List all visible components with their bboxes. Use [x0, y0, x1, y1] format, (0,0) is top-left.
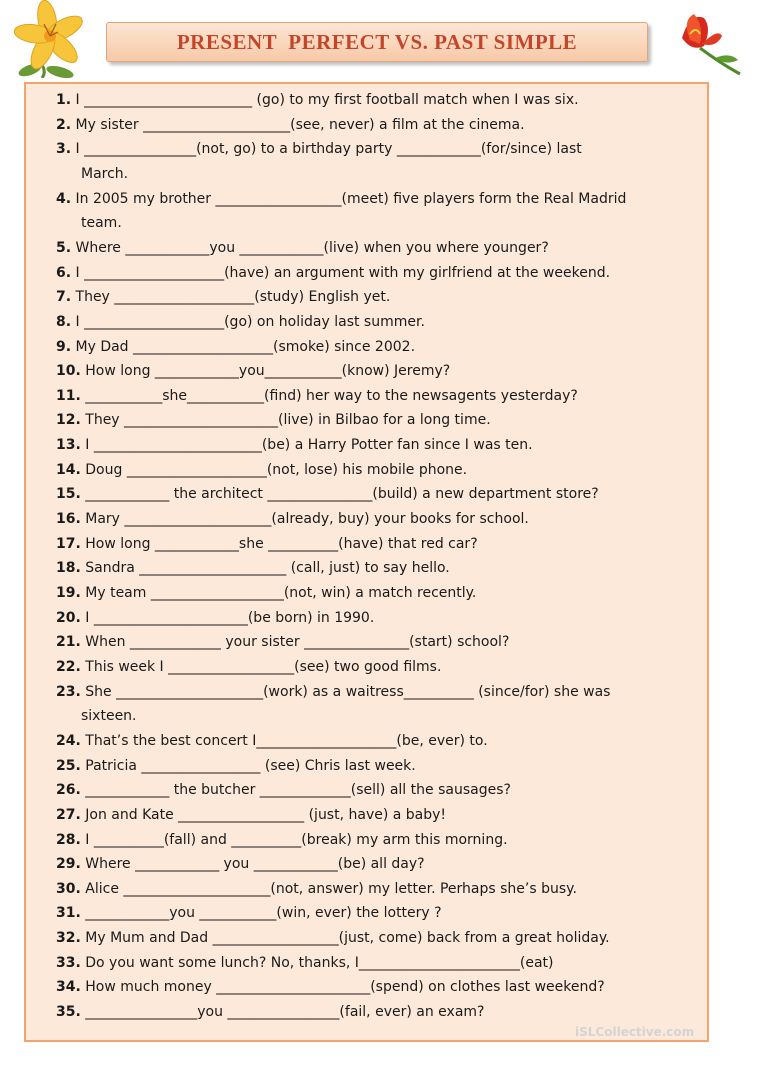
- exercise-number: 28.: [56, 831, 81, 848]
- exercise-number: 20.: [56, 609, 81, 626]
- watermark: iSLCollective.com: [575, 1025, 695, 1039]
- exercise-item: [56, 1003, 484, 1021]
- exercise-number: 6.: [56, 264, 72, 281]
- exercise-text-continued: March.: [81, 165, 129, 182]
- exercise-text: My team ___________________(not, win) a match recently.: [80, 585, 477, 601]
- exercise-item: [56, 559, 450, 577]
- exercise-item: [56, 904, 442, 922]
- exercise-item: [56, 658, 441, 676]
- exercise-item: [56, 732, 488, 750]
- exercise-item: [56, 313, 425, 331]
- exercise-text: Sandra _____________________ (call, just) to say hello.: [80, 560, 450, 577]
- exercise-item: [56, 806, 446, 824]
- exercise-item: [56, 91, 579, 109]
- exercise-text: They ____________________(study) English yet.: [71, 289, 391, 306]
- exercise-item: [56, 535, 478, 553]
- exercise-text: How long ____________she __________(have) that red car?: [80, 535, 478, 552]
- exercise-item: [56, 288, 390, 306]
- exercise-number: 24.: [56, 732, 81, 749]
- exercise-text: How long ____________you___________(know) Jeremy?: [80, 363, 451, 380]
- exercise-item: [56, 461, 467, 479]
- page-title: PRESENT PERFECT VS. PAST SIMPLE: [176, 29, 578, 54]
- exercise-item: [56, 633, 509, 651]
- exercise-number: 29.: [56, 856, 81, 873]
- exercise-number: 34.: [56, 979, 81, 996]
- exercise-text-continued: team.: [81, 215, 122, 232]
- exercise-text: In 2005 my brother __________________(meet) five players form the Real Madrid: [71, 190, 627, 207]
- exercise-text: My Dad ____________________(smoke) since 2002.: [71, 338, 416, 355]
- exercise-text: I ________________(not, go) to a birthday party ____________(for/since) last: [71, 141, 582, 158]
- exercise-text-continued: sixteen.: [81, 708, 137, 725]
- exercise-text: Alice _____________________(not, answer) my letter. Perhaps she’s busy.: [80, 880, 577, 897]
- exercise-text: This week I __________________(see) two good films.: [80, 658, 442, 675]
- exercise-number: 17.: [56, 535, 81, 552]
- title-banner: [106, 22, 648, 62]
- exercise-text: I ________________________(be) a Harry Potter fan since I was ten.: [80, 437, 533, 454]
- exercise-text: ____________you ___________(win, ever) the lottery ?: [80, 905, 442, 922]
- exercise-item: [56, 239, 549, 257]
- exercise-text: That’s the best concert I____________________(be, ever) to.: [80, 732, 488, 749]
- exercise-item: [56, 411, 491, 429]
- exercise-item: [56, 683, 610, 701]
- exercise-text: ____________ the architect _______________(build) a new department store?: [80, 486, 599, 503]
- exercise-text: ____________ the butcher _____________(sell) all the sausages?: [80, 782, 511, 799]
- tulip-flower-icon: [660, 8, 746, 78]
- exercise-text: I ____________________(have) an argument with my girlfriend at the weekend.: [71, 264, 611, 281]
- exercise-item: [56, 978, 605, 996]
- exercise-number: 19.: [56, 585, 81, 601]
- exercise-number: 9.: [56, 338, 72, 355]
- exercise-number: 5.: [56, 239, 72, 256]
- exercise-text: ___________she___________(find) her way to the newsagents yesterday?: [80, 387, 578, 404]
- exercise-item: [56, 510, 529, 528]
- exercise-text: My Mum and Dad __________________(just, come) back from a great holiday.: [80, 930, 610, 947]
- exercise-number: 1.: [56, 92, 72, 108]
- exercise-item: [56, 264, 610, 282]
- exercise-number: 27.: [56, 806, 81, 823]
- exercise-text: I ______________________(be born) in 1990.: [80, 609, 375, 626]
- exercise-text: My sister _____________________(see, never) a film at the cinema.: [71, 116, 525, 133]
- exercise-item: [56, 190, 626, 208]
- exercise-text: Patricia _________________ (see) Chris last week.: [80, 757, 416, 774]
- exercise-number: 30.: [56, 880, 81, 897]
- exercise-number: 15.: [56, 486, 81, 503]
- exercise-number: 12.: [56, 412, 81, 429]
- exercise-number: 32.: [56, 930, 81, 947]
- exercise-item: [56, 757, 416, 775]
- exercise-number: 7.: [56, 289, 72, 306]
- exercise-item: [56, 781, 511, 799]
- exercise-number: 26.: [56, 782, 81, 799]
- exercise-text: Where ____________you ____________(live) when you where younger?: [71, 239, 549, 256]
- exercise-item: [56, 116, 525, 134]
- exercise-text: Mary _____________________(already, buy) your books for school.: [80, 511, 529, 528]
- exercise-item: [56, 855, 425, 873]
- exercise-number: 13.: [56, 437, 81, 454]
- exercise-text: Do you want some lunch? No, thanks, I_______________________(eat): [80, 954, 554, 971]
- exercise-text: How much money ______________________(spend) on clothes last weekend?: [80, 979, 605, 996]
- exercise-item: [56, 387, 578, 405]
- exercise-text: They ______________________(live) in Bilbao for a long time.: [80, 412, 491, 429]
- exercise-number: 22.: [56, 658, 81, 675]
- exercise-item: [56, 436, 533, 454]
- exercise-number: 18.: [56, 560, 81, 577]
- exercise-number: 31.: [56, 905, 81, 922]
- exercise-number: 14.: [56, 461, 81, 478]
- exercise-item: [56, 954, 554, 972]
- exercise-number: 25.: [56, 757, 81, 774]
- exercise-item: [56, 338, 415, 356]
- exercise-number: 23.: [56, 683, 81, 700]
- exercise-text: When _____________ your sister _______________(start) school?: [80, 634, 510, 651]
- exercise-number: 11.: [56, 387, 81, 404]
- exercise-number: 35.: [56, 1004, 81, 1021]
- exercise-item: [56, 485, 599, 503]
- exercise-item: [56, 140, 582, 158]
- exercise-text: I ________________________ (go) to my first football match when I was six.: [71, 92, 579, 108]
- exercise-number: 16.: [56, 511, 81, 528]
- exercise-number: 8.: [56, 313, 72, 330]
- exercise-text: Jon and Kate __________________ (just, have) a baby!: [80, 806, 447, 823]
- exercise-item: [56, 929, 610, 947]
- exercise-text: She _____________________(work) as a waitress__________ (since/for) she was: [80, 683, 611, 700]
- exercise-text: I __________(fall) and __________(break) my arm this morning.: [80, 831, 508, 848]
- exercise-item: [56, 880, 577, 898]
- lily-flower-icon: [8, 0, 100, 78]
- exercise-number: 21.: [56, 634, 81, 651]
- exercise-item: [56, 362, 450, 380]
- exercise-number: 33.: [56, 954, 81, 971]
- exercise-item: [56, 584, 476, 602]
- exercise-number: 2.: [56, 116, 72, 133]
- exercise-text: ________________you ________________(fail, ever) an exam?: [80, 1004, 485, 1021]
- exercise-item: [56, 831, 508, 849]
- exercise-number: 10.: [56, 363, 81, 380]
- exercise-item: [56, 609, 374, 627]
- exercise-number: 4.: [56, 190, 72, 207]
- exercise-text: Doug ____________________(not, lose) his mobile phone.: [80, 461, 468, 478]
- exercise-number: 3.: [56, 141, 72, 158]
- exercise-text: Where ____________ you ____________(be) all day?: [80, 856, 425, 873]
- exercise-text: I ____________________(go) on holiday last summer.: [71, 313, 425, 330]
